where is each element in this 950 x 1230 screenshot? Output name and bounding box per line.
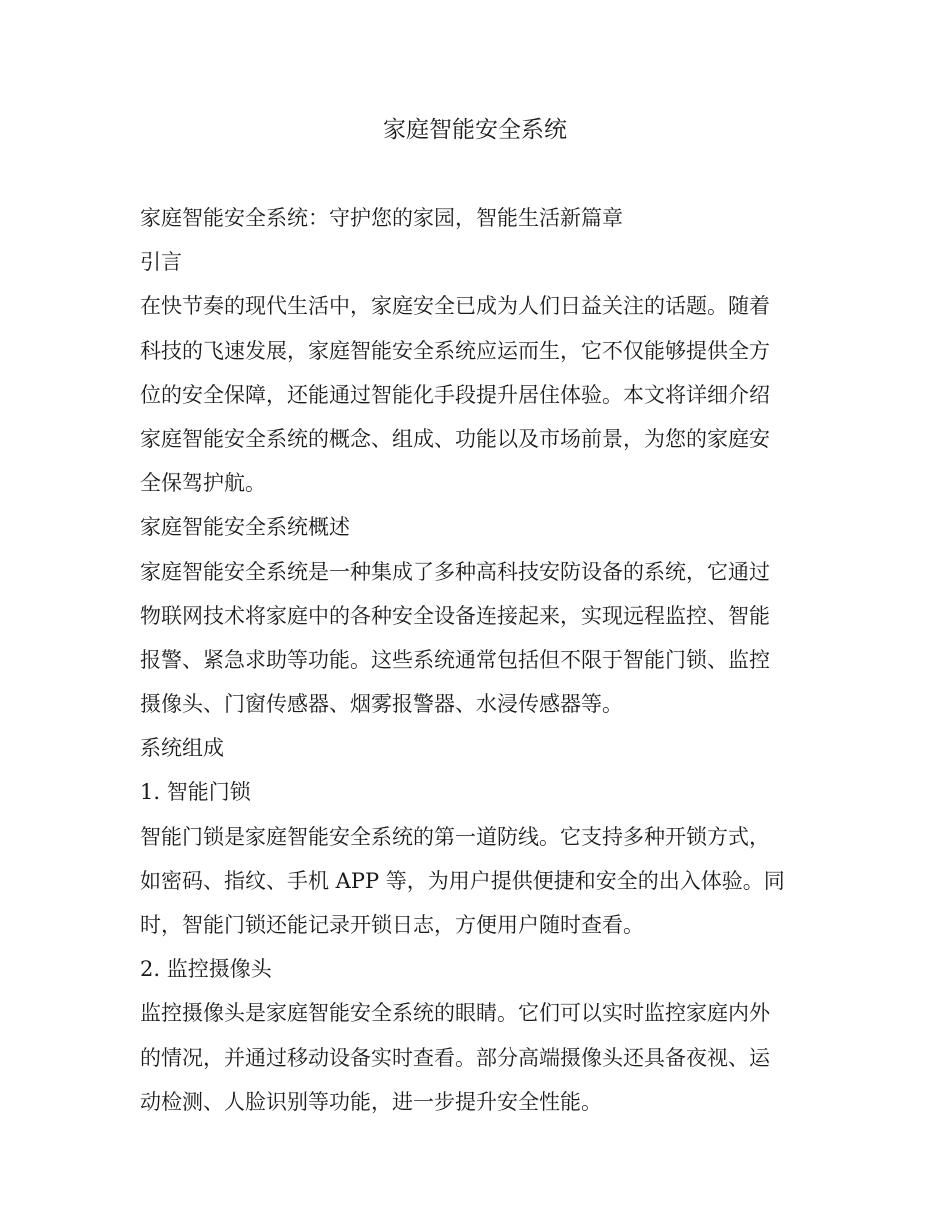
- paragraph-line: 物联网技术将家庭中的各种安全设备连接起来，实现远程监控、智能: [140, 603, 770, 628]
- paragraph-line: 家庭智能安全系统的概念、组成、功能以及市场前景，为您的家庭安: [140, 426, 770, 451]
- paragraph-line: 报警、紧急求助等功能。这些系统通常包括但不限于智能门锁、监控: [140, 647, 770, 672]
- list-heading-camera: 2. 监控摄像头: [140, 957, 272, 982]
- document-title: 家庭智能安全系统: [383, 117, 567, 143]
- paragraph-line: 监控摄像头是家庭智能安全系统的眼睛。它们可以实时监控家庭内外: [140, 1001, 770, 1026]
- paragraph-line: 在快节奏的现代生活中，家庭安全已成为人们日益关注的话题。随着: [140, 294, 770, 319]
- paragraph-line: 时，智能门锁还能记录开锁日志，方便用户随时查看。: [140, 913, 644, 937]
- paragraph-line: 动检测、人脸识别等功能，进一步提升安全性能。: [140, 1089, 602, 1114]
- paragraph-line: 科技的飞速发展，家庭智能安全系统应运而生，它不仅能够提供全方: [140, 338, 770, 363]
- subtitle-line: 家庭智能安全系统：守护您的家园，智能生活新篇章: [140, 206, 623, 230]
- section-heading-components: 系统组成: [140, 736, 224, 761]
- document-body: [140, 196, 794, 1124]
- section-heading-overview: 家庭智能安全系统概述: [140, 515, 350, 540]
- paragraph-line: 全保驾护航。: [140, 471, 266, 496]
- paragraph-line: 智能门锁是家庭智能安全系统的第一道防线。它支持多种开锁方式，: [140, 824, 770, 849]
- paragraph-line: 如密码、指纹、手机 APP 等，为用户提供便捷和安全的出入体验。同: [140, 868, 785, 893]
- list-heading-smart-lock: 1. 智能门锁: [140, 780, 251, 805]
- section-heading-intro: 引言: [140, 250, 182, 275]
- paragraph-line: 位的安全保障，还能通过智能化手段提升居住体验。本文将详细介绍: [140, 382, 770, 407]
- paragraph-line: 的情况，并通过移动设备实时查看。部分高端摄像头还具备夜视、运: [140, 1045, 770, 1070]
- paragraph-line: 家庭智能安全系统是一种集成了多种高科技安防设备的系统，它通过: [140, 559, 770, 584]
- paragraph-line: 摄像头、门窗传感器、烟雾报警器、水浸传感器等。: [140, 692, 623, 717]
